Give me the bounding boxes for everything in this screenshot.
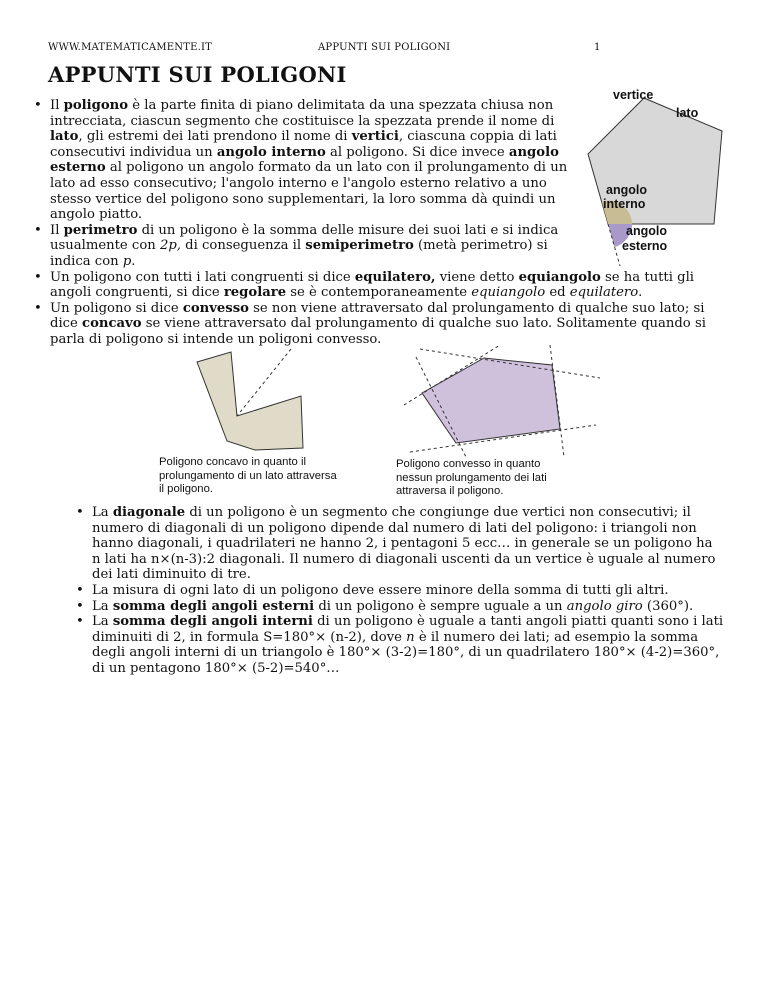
label-lato: lato <box>676 106 699 120</box>
convex-polygon <box>422 358 560 443</box>
properties-list <box>74 505 724 677</box>
concave-polygon-figure <box>185 346 335 456</box>
intro-list <box>32 98 722 348</box>
bullet-regular: • Un poligono con tutti i lati congruenti si dice equilatero, viene detto equiangolo se ha tutti gli angoli congruenti, si dice regolare se è contemporaneamente equiangolo ed equilatero. <box>32 270 722 301</box>
bullet-convex: • Un poligono si dice convesso se non viene attraversato dal prolungamento di qualche suo lato; si dice concavo se viene attraversato dal prolungamento di qualche suo lato. Solitamente quando si parla di poligono si intende un poligoni convesso. <box>32 301 722 348</box>
label-angolo-interno-1: angolo <box>606 183 647 197</box>
header-doc-title: APPUNTI SUI POLIGONI <box>318 42 451 53</box>
convex-polygon-figure <box>400 345 600 475</box>
label-angolo-esterno-1: angolo <box>626 224 667 238</box>
label-angolo-interno-2: interno <box>603 197 646 211</box>
header-site: WWW.MATEMATICAMENTE.IT <box>48 42 213 53</box>
bullet-internal-sum: • La somma degli angoli interni di un poligono è uguale a tanti angoli piatti quanti sono i lati diminuiti di 2, in formula S=180°× (n-2), dove n è il numero dei lati; ad esempio la somma degli angoli interni di un triangolo è 180°× (3-2)=180°, di un quadrilatero 180°× (4-2)=360°, di un pentagono 180°× (5-2)=540°… <box>74 614 724 676</box>
page-number: 1 <box>594 42 601 53</box>
page-title: APPUNTI SUI POLIGONI <box>48 62 347 87</box>
caption-convesso: Poligono convesso in quanto nessun prolungamento dei lati attraversa il poligono. <box>396 458 547 497</box>
label-angolo-esterno-2: esterno <box>622 239 668 253</box>
caption-concavo: Poligono concavo in quanto il prolungamento di un lato attraversa il poligono. <box>159 456 337 495</box>
bullet-diagonal: • La diagonale di un poligono è un segmento che congiunge due vertici non consecutivi; il numero di diagonali di un poligono dipende dal numero di lati del poligono: i triangoli non hanno diagonali, i quadrilateri ne hanno 2, i pentagoni 5 ecc… in generale se un poligono ha n lati ha n×(n-3):2 diagonali. Il numero di diagonali uscenti da un vertice è uguale al numero dei lati diminuito di tre. <box>74 505 724 583</box>
bullet-perimeter: • Il perimetro di un poligono è la somma delle misure dei suoi lati e si indica usualmente con 2p, di conseguenza il semiperimetro (metà perimetro) si indica con p. <box>32 223 580 270</box>
concave-polygon <box>197 352 303 450</box>
bullet-side-inequality: • La misura di ogni lato di un poligono deve essere minore della somma di tutti gli altri. <box>74 583 724 599</box>
label-vertice: vertice <box>613 88 654 102</box>
bullet-external-sum: • La somma degli angoli esterni di un poligono è sempre uguale a un angolo giro (360°). <box>74 599 724 615</box>
bullet-definition: • Il poligono è la parte finita di piano delimitata da una spezzata chiusa non intrecciata, ciascun segmento che costituisce la spezzata prende il nome di lato, gli estremi dei lati prendono il nome di vertici, ciascuna coppia di lati consecutivi individua un angolo interno al poligono. Si dice invece angolo esterno al poligono un angolo formato da un lato con il prolungamento di un lato ad esso consecutivo; l'angolo interno e l'angolo esterno relativo a uno stesso vertice del poligono sono supplementari, la loro somma dà quindi un angolo piatto. <box>32 98 580 223</box>
